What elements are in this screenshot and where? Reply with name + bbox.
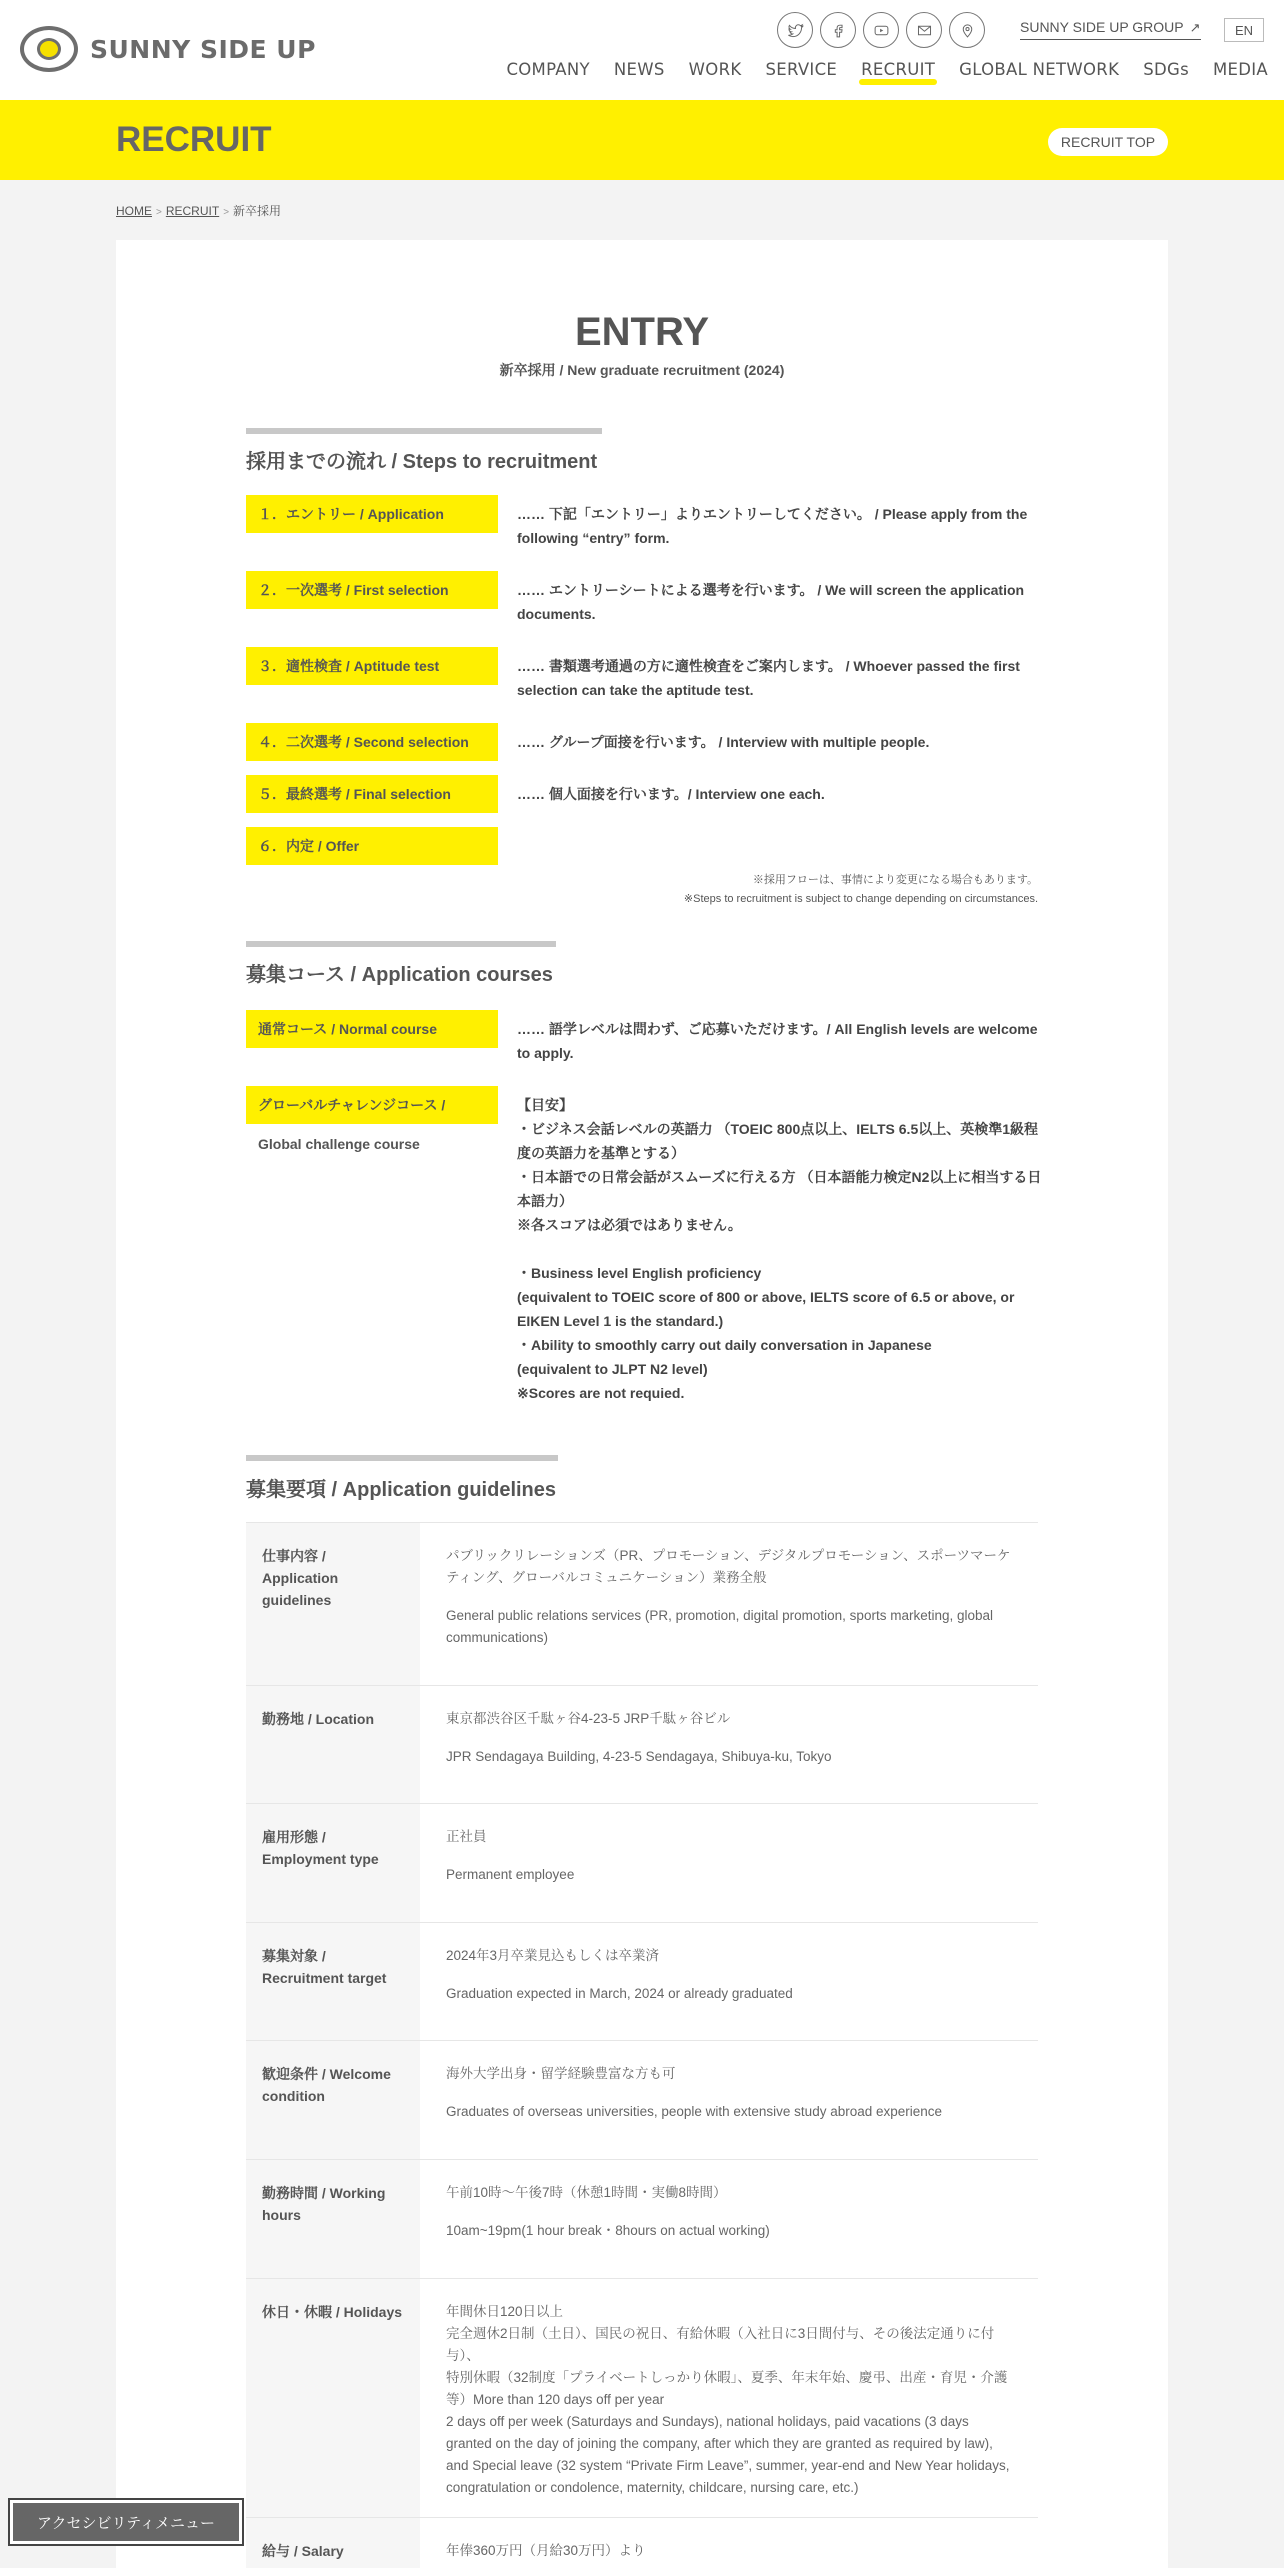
course-description-global: 【目安】 ・ビジネス会話レベルの英語力 （TOEIC 800点以上、IELTS 6.5以上、英検準1級程度の英語力を基準とする） ・日本語での日常会話がスムーズに行える方 （日本語能力検定N2以上に相当する日本語力） ※各スコアは必須ではありません。 ・Business level English proficiency (equivalent to TOEIC score of 800 or above, IELTS score of 6.5 or above, or EIKEN Level 1 is the standard.) ・Ability to smoothly carry out daily conversation in Japanese (equivalent to JLPT N2 level) ※Scores are not requied. — [517, 1097, 1042, 1401]
step-label: ２．一次選考 / First selection — [246, 571, 498, 609]
group-link-label: SUNNY SIDE UP GROUP — [1020, 19, 1184, 35]
table-row — [246, 1523, 1038, 1686]
table-row — [246, 1804, 1038, 1923]
courses-heading: 募集コース / Application courses — [246, 964, 553, 986]
nav-news[interactable]: NEWS — [613, 60, 665, 79]
facebook-icon[interactable] — [820, 12, 856, 48]
table-cell — [420, 1804, 1038, 1922]
cell-text-jp: 正社員 — [446, 1829, 487, 1844]
cell-text-jp: パブリックリレーションズ（PR、プロモーション、デジタルプロモーション、スポーツマーケティング、グローバルコミュニケーション）業務全般 — [446, 1548, 1011, 1585]
entry-card — [116, 240, 1168, 2568]
cell-text-en: General public relations services (PR, promotion, digital promotion, sports marketing, global communications) — [446, 1608, 994, 1645]
entry-subtitle: 新卒採用 / New graduate recruitment (2024) — [499, 362, 785, 378]
table-cell — [420, 1523, 1038, 1685]
recruit-hero — [0, 100, 1284, 180]
cell-text-en: JPR Sendagaya Building, 4-23-5 Sendagaya, Shibuya-ku, Tokyo — [446, 1749, 832, 1764]
step-label: ３．適性検査 / Aptitude test — [246, 647, 498, 685]
mail-icon[interactable] — [906, 12, 942, 48]
step-description: …… 書類選考通過の方に適性検査をご案内します。 / Whoever passed the first selection can take the aptitude test. — [517, 658, 1020, 698]
page-title: RECRUIT — [116, 120, 272, 159]
table-header-cell: 募集対象 / Recruitment target — [246, 1923, 420, 2040]
twitter-icon[interactable] — [777, 12, 813, 48]
cell-text-jp: 海外大学出身・留学経験豊富な方も可 — [446, 2066, 676, 2081]
table-cell — [420, 1923, 1038, 2040]
section-divider — [246, 1455, 558, 1461]
breadcrumb — [116, 202, 281, 219]
table-row — [246, 2279, 1038, 2518]
step-description: …… エントリーシートによる選考を行います。 / We will screen the application documents. — [517, 582, 1025, 622]
nav-company[interactable]: COMPANY — [506, 60, 590, 79]
cell-text-jp: 午前10時～午後7時（休憩1時間・実働8時間） — [446, 2185, 727, 2200]
table-row — [246, 1923, 1038, 2041]
cell-text-line: 特別休暇（32制度「プライベートしっかり休暇」、夏季、年末年始、慶弔、出産・育児・介護等）More than 120 days off per year — [446, 2370, 1008, 2407]
cell-text-line: 完全週休2日制（土日）、国民の祝日、有給休暇（入社日に3日間付与、その後法定通りに付与）、 — [446, 2326, 995, 2363]
course-label-global: グローバルチャレンジコース / — [246, 1086, 498, 1124]
step-label: ５．最終選考 / Final selection — [246, 775, 498, 813]
table-cell — [420, 2518, 1038, 2568]
global-nav — [482, 60, 1268, 79]
table-cell — [420, 1686, 1038, 1803]
step-label: １．エントリー / Application — [246, 495, 498, 533]
nav-work[interactable]: WORK — [688, 60, 742, 79]
nav-global-network[interactable]: GLOBAL NETWORK — [959, 60, 1120, 79]
nav-media[interactable]: MEDIA — [1212, 60, 1268, 79]
step-label: ６．内定 / Offer — [246, 827, 498, 865]
steps-heading: 採用までの流れ / Steps to recruitment — [246, 451, 598, 473]
cell-text-en: 10am~19pm(1 hour break・8hours on actual working) — [446, 2223, 770, 2238]
steps-note-jp: ※採用フローは、事情により変更になる場合もあります。 — [752, 874, 1038, 886]
logo[interactable] — [20, 26, 316, 72]
language-switch[interactable]: EN — [1224, 18, 1264, 42]
site-header — [0, 0, 1284, 100]
table-header-cell: 勤務時間 / Working hours — [246, 2160, 420, 2278]
breadcrumb-current: 新卒採用 — [233, 204, 282, 218]
table-row — [246, 2160, 1038, 2279]
table-cell — [420, 2041, 1038, 2159]
course-description-normal: …… 語学レベルは問わず、ご応募いただけます。/ All English levels are welcome to apply. — [517, 1021, 1038, 1061]
guidelines-table — [246, 1522, 1038, 2568]
cell-text-line: 2 days off per week (Saturdays and Sundays), national holidays, paid vacations (3 days granted on the day of joining the company, after which they are granted as required by law), and Special leave (32 system “Private Firm Leave”, summer, year-end and New Year holidays, congratulation or condolence, maternity, childcare, nursing care, etc.) — [446, 2414, 1010, 2495]
table-header-cell: 歓迎条件 / Welcome condition — [246, 2041, 420, 2159]
logo-text: SUNNY SIDE UP — [90, 34, 316, 64]
group-link[interactable] — [1020, 19, 1201, 40]
steps-note-en: ※Steps to recruitment is subject to change depending on circumstances. — [683, 893, 1038, 905]
guidelines-heading: 募集要項 / Application guidelines — [246, 1479, 557, 1501]
cell-text-jp: 2024年3月卒業見込もしくは卒業済 — [446, 1948, 660, 1963]
step-label: ４．二次選考 / Second selection — [246, 723, 498, 761]
breadcrumb-separator-icon: > — [156, 207, 162, 218]
table-header-cell: 給与 / Salary — [246, 2518, 420, 2568]
step-description: …… グループ面接を行います。 / Interview with multiple people. — [517, 734, 930, 750]
steps-note — [684, 871, 1038, 909]
cell-text-en: Permanent employee — [446, 1867, 575, 1882]
breadcrumb-separator-icon: > — [223, 207, 230, 218]
step-description: …… 個人面接を行います。/ Interview one each. — [517, 786, 825, 802]
section-divider — [246, 428, 602, 434]
cell-text-en: Graduates of overseas universities, people with extensive study abroad experience — [446, 2104, 943, 2119]
breadcrumb-recruit[interactable]: RECRUIT — [165, 204, 220, 218]
nav-recruit[interactable]: RECRUIT — [861, 60, 936, 79]
external-link-icon: ↗ — [1189, 20, 1201, 35]
table-cell — [420, 2160, 1038, 2278]
cell-text-en: Graduation expected in March, 2024 or already graduated — [446, 1986, 793, 2001]
table-cell — [420, 2279, 1038, 2517]
table-header-cell: 仕事内容 / Application guidelines — [246, 1523, 420, 1685]
recruit-top-button[interactable]: RECRUIT TOP — [1048, 128, 1168, 156]
table-row — [246, 1686, 1038, 1804]
cell-text-jp: 年俸360万円（月給30万円）より — [446, 2543, 646, 2558]
section-divider — [246, 941, 556, 947]
cell-text-line: 年間休日120日以上 — [446, 2304, 564, 2319]
table-header-cell: 休日・休暇 / Holidays — [246, 2279, 420, 2517]
map-pin-icon[interactable] — [949, 12, 985, 48]
youtube-icon[interactable] — [863, 12, 899, 48]
course-label-global-en: Global challenge course — [258, 1136, 420, 1152]
social-links — [777, 12, 992, 48]
course-label-normal: 通常コース / Normal course — [246, 1010, 498, 1048]
step-description: …… 下記「エントリー」よりエントリーしてください。 / Please apply from the following “entry” form. — [517, 506, 1028, 546]
nav-sdgs[interactable]: SDGs — [1143, 60, 1189, 79]
breadcrumb-home[interactable]: HOME — [116, 204, 152, 218]
table-row — [246, 2518, 1038, 2568]
table-row — [246, 2041, 1038, 2160]
egg-logo-icon — [20, 26, 78, 72]
nav-service[interactable]: SERVICE — [765, 60, 838, 79]
entry-title: ENTRY — [574, 310, 710, 354]
table-header-cell: 勤務地 / Location — [246, 1686, 420, 1803]
table-header-cell: 雇用形態 / Employment type — [246, 1804, 420, 1922]
cell-text-jp: 東京都渋谷区千駄ヶ谷4-23-5 JRP千駄ヶ谷ビル — [446, 1711, 731, 1726]
accessibility-menu-button[interactable]: アクセシビリティメニュー — [10, 2500, 242, 2544]
